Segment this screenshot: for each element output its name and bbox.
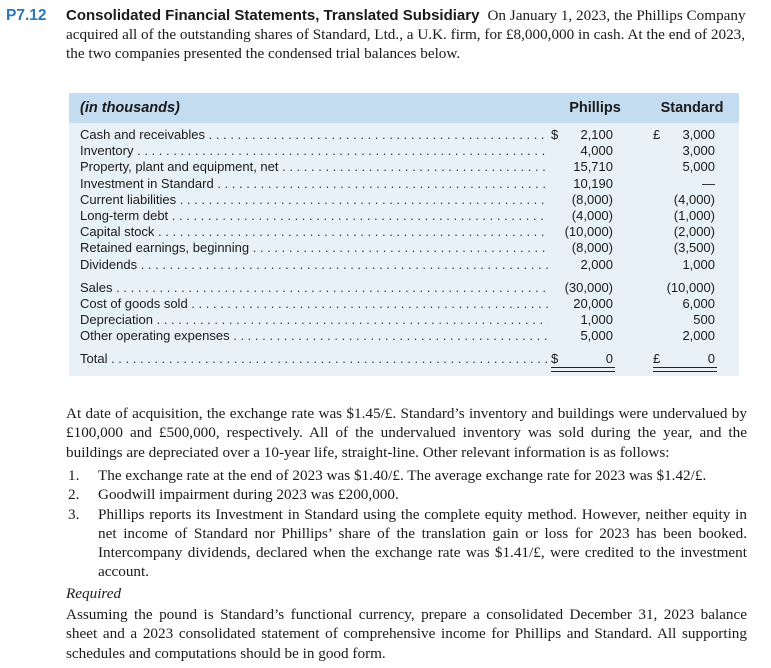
- row-label: Cash and receivables . . .: [80, 127, 548, 143]
- information-list: [66, 466, 747, 582]
- row-label: Property, plant and equipment, net . . .: [80, 159, 548, 175]
- value-standard: (3,500): [673, 240, 715, 256]
- double-underline-standard: [653, 367, 717, 372]
- total-value-phillips: 0: [605, 351, 613, 367]
- list-item-number: 1.: [68, 467, 80, 484]
- value-phillips: 2,000: [580, 256, 613, 272]
- value-standard: (2,000): [673, 224, 715, 240]
- required-heading: Required: [66, 585, 122, 602]
- list-item-text: The exchange rate at the end of 2023 was $1.40/£. The average exchange rate for 2023 was $1.42/£.: [98, 467, 707, 484]
- value-phillips: (30,000): [564, 279, 613, 295]
- row-label: Other operating expenses . . .: [80, 328, 548, 344]
- problem-header: [6, 6, 761, 63]
- column-header-standard: Standard: [660, 100, 724, 116]
- value-standard: (10,000): [666, 279, 715, 295]
- value-standard: (1,000): [673, 207, 715, 223]
- table-row: [69, 192, 739, 208]
- problem-number: P7.12: [6, 7, 47, 24]
- value-phillips: (4,000): [571, 207, 613, 223]
- row-label: Capital stock . . .: [80, 224, 548, 240]
- table-row: [69, 328, 739, 344]
- total-label: Total . . .: [80, 351, 548, 367]
- value-standard: (4,000): [673, 191, 715, 207]
- value-standard: 3,000: [682, 143, 715, 159]
- list-item-number: 2.: [68, 486, 80, 504]
- list-item: [66, 466, 747, 485]
- table-row: [69, 257, 739, 273]
- currency-phillips: $: [551, 127, 559, 142]
- table-row: [69, 127, 739, 143]
- value-standard: —: [702, 175, 715, 191]
- table-row: [69, 224, 739, 240]
- required-text: Assuming the pound is Standard’s functional currency, prepare a consolidated December 31, 2023 balance sheet and a 2023 consolidated statement of comprehensive income for Phillips and Standard. All supporting schedules and computations should be in good form.: [66, 606, 747, 662]
- table-row: [69, 208, 739, 224]
- row-label: Long-term debt . . .: [80, 208, 548, 224]
- table-row: [69, 159, 739, 175]
- problem-title: Consolidated Financial Statements, Translated Subsidiary: [66, 7, 480, 24]
- row-label: Sales . . .: [80, 280, 548, 296]
- value-phillips: 5,000: [580, 328, 613, 344]
- total-value-standard: 0: [707, 351, 715, 367]
- value-phillips: 4,000: [580, 143, 613, 159]
- column-header-phillips: Phillips: [569, 100, 621, 116]
- table-row: [69, 312, 739, 328]
- value-standard: 3,000: [682, 127, 715, 142]
- table-rows: [69, 127, 739, 344]
- row-label: Cost of goods sold . . .: [80, 296, 548, 312]
- value-standard: 6,000: [682, 295, 715, 311]
- value-phillips: (8,000): [571, 191, 613, 207]
- table-header-label: (in thousands): [80, 100, 180, 116]
- row-label: Retained earnings, beginning . . .: [80, 240, 548, 256]
- value-phillips: 2,100: [580, 127, 613, 142]
- list-item-text: Phillips reports its Investment in Standard using the complete equity method. However, neither equity in net income of Standard nor Phillips’ share of the translation gain or loss for 2023 has been booked. Intercompany dividends, declared when the exchange rate was $1.41/£, were credited to the investment account.: [98, 505, 747, 581]
- value-standard: 1,000: [682, 256, 715, 272]
- row-label: Depreciation . . .: [80, 312, 548, 328]
- value-phillips: (8,000): [571, 240, 613, 256]
- value-phillips: 1,000: [580, 312, 613, 328]
- list-item: [66, 485, 747, 504]
- table-row: [69, 143, 739, 159]
- value-phillips: 20,000: [573, 295, 613, 311]
- table-row: [69, 176, 739, 192]
- row-label: Dividends . . .: [80, 257, 548, 273]
- trial-balance-table: [69, 93, 739, 376]
- context-paragraph: At date of acquisition, the exchange rate was $1.45/£. Standard’s inventory and buildings were undervalued by £100,000 and £500,000, respectively. All of the undervalued inventory was sold during the year, and the buildings are depreciated over a 10-year life, straight-line. Other relevant information is as follows:: [66, 405, 747, 461]
- list-item-number: 3.: [68, 505, 80, 523]
- value-phillips: 10,190: [573, 175, 613, 191]
- total-currency-standard: £: [653, 351, 661, 367]
- total-currency-phillips: $: [551, 351, 559, 367]
- value-standard: 2,000: [682, 328, 715, 344]
- problem-intro: On January 1, 2023, the Phillips Company acquired all of the outstanding shares of Standard, Ltd., a U.K. firm, for £8,000,000 in cash. At the end of 2023, the two companies presented the condensed trial balances below.: [66, 7, 746, 62]
- table-row: [69, 296, 739, 312]
- problem-intro-block: [66, 6, 761, 63]
- list-item-text: Goodwill impairment during 2023 was £200,000.: [98, 486, 399, 504]
- value-standard: 500: [693, 312, 715, 328]
- table-row: [69, 280, 739, 296]
- table-header: [69, 93, 739, 123]
- total-row: [69, 351, 739, 367]
- table-row: [69, 240, 739, 256]
- currency-standard: £: [653, 127, 661, 142]
- value-phillips: (10,000): [564, 224, 613, 240]
- row-label: Inventory . . .: [80, 143, 548, 159]
- value-phillips: 15,710: [573, 159, 613, 175]
- value-standard: 5,000: [682, 159, 715, 175]
- list-item: [66, 505, 747, 582]
- table-body: [69, 123, 739, 376]
- row-label: Current liabilities . . .: [80, 192, 548, 208]
- row-label: Investment in Standard . . .: [80, 176, 548, 192]
- double-underline-phillips: [551, 367, 615, 372]
